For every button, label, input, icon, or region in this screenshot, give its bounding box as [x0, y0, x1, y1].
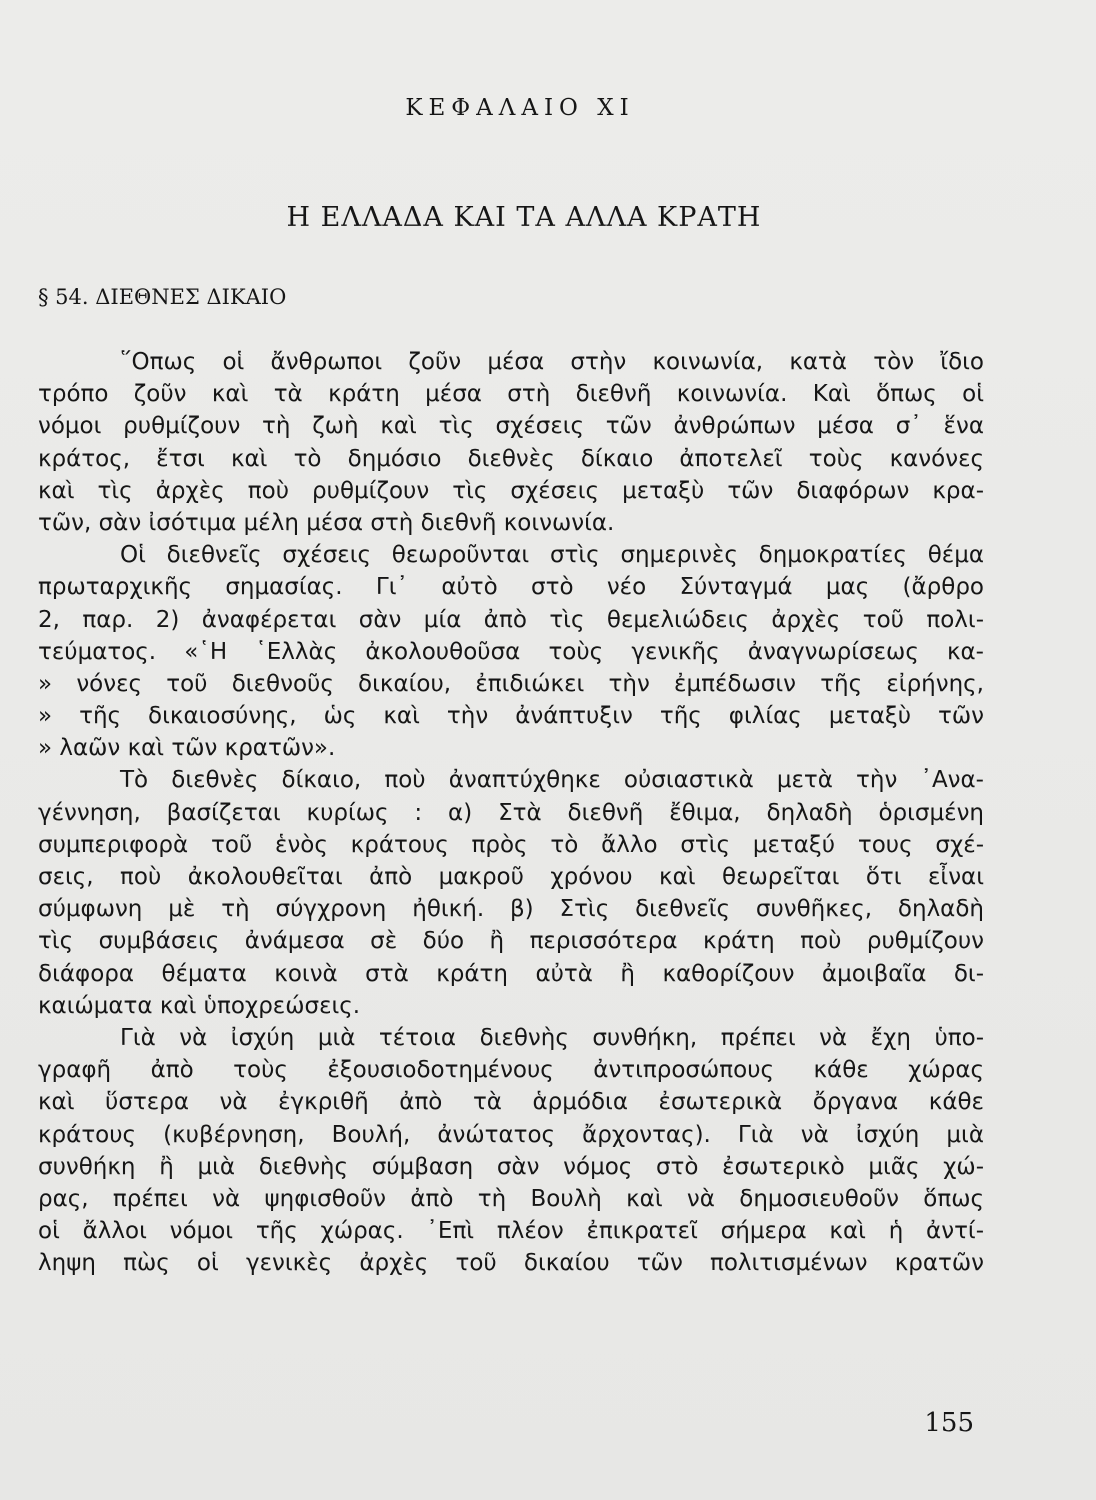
section-heading: § 54. ΔΙΕΘΝΕΣ ΔΙΚΑΙΟ	[38, 285, 287, 309]
text-line: πρωταρχικῆς σημασίας. Γι᾿ αὐτὸ στὸ νέο Σύνταγμά μας (ἄρθρο	[38, 574, 984, 601]
text-line: κράτους (κυβέρνηση, Βουλή, ἀνώτατος ἄρχοντας). Γιὰ νὰ ἰσχύη μιὰ	[38, 1121, 984, 1148]
text-line: τεύματος. «῾Η ῾Ελλὰς ἀκολουθοῦσα τοὺς γενικῆς ἀναγνωρίσεως κα-	[38, 638, 984, 665]
text-line: ρας, πρέπει νὰ ψηφισθοῦν ἀπὸ τὴ Βουλὴ καὶ νὰ δημοσιευθοῦν ὅπως	[38, 1185, 984, 1212]
text-line: Τὸ διεθνὲς δίκαιο, ποὺ ἀναπτύχθηκε οὐσιαστικὰ μετὰ τὴν ᾿Ανα-	[120, 767, 984, 794]
text-line: γραφῆ ἀπὸ τοὺς ἐξουσιοδοτημένους ἀντιπροσώπους κάθε χώρας	[38, 1057, 984, 1084]
text-line: ῞Οπως οἱ ἄνθρωποι ζοῦν μέσα στὴν κοινωνία, κατὰ τὸν ἴδιο	[120, 349, 984, 375]
text-line: τῶν, σὰν ἰσότιμα μέλη μέσα στὴ διεθνῆ κοινωνία.	[38, 509, 615, 536]
text-line: καὶ τὶς ἀρχὲς ποὺ ρυθμίζουν τὶς σχέσεις μεταξὺ τῶν διαφόρων κρα-	[38, 477, 984, 504]
text-line: νόμοι ρυθμίζουν τὴ ζωὴ καὶ τὶς σχέσεις τῶν ἀνθρώπων μέσα σ᾿ ἕνα	[38, 413, 984, 440]
text-line: » νόνες τοῦ διεθνοῦς δικαίου, ἐπιδιώκει τὴν ἐμπέδωσιν τῆς εἰρήνης,	[38, 670, 984, 697]
text-line: καιώματα καὶ ὑποχρεώσεις.	[38, 992, 361, 1019]
text-line: διάφορα θέματα κοινὰ στὰ κράτη αὐτὰ ἢ καθορίζουν ἀμοιβαῖα δι-	[38, 960, 984, 987]
text-line: τρόπο ζοῦν καὶ τὰ κράτη μέσα στὴ διεθνῆ κοινωνία. Καὶ ὅπως οἱ	[38, 381, 984, 408]
text-line: γέννηση, βασίζεται κυρίως : α) Στὰ διεθνῆ ἔθιμα, δηλαδὴ ὁρισμένη	[38, 799, 984, 826]
text-line: » λαῶν καὶ τῶν κρατῶν».	[38, 735, 336, 762]
page-number: 155	[924, 1408, 974, 1438]
text-line: Οἱ διεθνεῖς σχέσεις θεωροῦνται στὶς σημερινὲς δημοκρατίες θέμα	[120, 542, 984, 569]
text-line: οἱ ἄλλοι νόμοι τῆς χώρας. ᾿Επὶ πλέον ἐπικρατεῖ σήμερα καὶ ἡ ἀντί-	[38, 1218, 984, 1245]
text-line: 2, παρ. 2) ἀναφέρεται σὰν μία ἀπὸ τὶς θεμελιώδεις ἀρχὲς τοῦ πολι-	[38, 606, 984, 633]
text-line: συνθήκη ἢ μιὰ διεθνὴς σύμβαση σὰν νόμος στὸ ἐσωτερικὸ μιᾶς χώ-	[38, 1153, 984, 1180]
text-line: συμπεριφορὰ τοῦ ἑνὸς κράτους πρὸς τὸ ἄλλο στὶς μεταξύ τους σχέ-	[38, 831, 984, 858]
text-line: ληψη πὼς οἱ γενικὲς ἀρχὲς τοῦ δικαίου τῶν πολιτισμένων κρατῶν	[38, 1250, 984, 1277]
text-line: κράτος, ἔτσι καὶ τὸ δημόσιο διεθνὲς δίκαιο ἀποτελεῖ τοὺς κανόνες	[38, 445, 984, 472]
text-line: σύμφωνη μὲ τὴ σύγχρονη ἠθική. β) Στὶς διεθνεῖς συνθῆκες, δηλαδὴ	[38, 896, 984, 923]
text-line: καὶ ὕστερα νὰ ἐγκριθῆ ἀπὸ τὰ ἁρμόδια ἐσωτερικὰ ὄργανα κάθε	[38, 1089, 984, 1116]
chapter-label: ΚΕΦΑΛΑΙΟ XI	[405, 95, 635, 121]
text-line: Γιὰ νὰ ἰσχύη μιὰ τέτοια διεθνὴς συνθήκη, πρέπει νὰ ἔχη ὑπο-	[120, 1024, 984, 1051]
chapter-title: Η ΕΛΛΑΔΑ ΚΑΙ ΤΑ ΑΛΛΑ ΚΡΑΤΗ	[286, 202, 762, 233]
text-line: σεις, ποὺ ἀκολουθεῖται ἀπὸ μακροῦ χρόνου καὶ θεωρεῖται ὅτι εἶναι	[38, 864, 984, 890]
text-line: τὶς συμβάσεις ἀνάμεσα σὲ δύο ἢ περισσότερα κράτη ποὺ ρυθμίζουν	[38, 928, 984, 955]
text-line: » τῆς δικαιοσύνης, ὡς καὶ τὴν ἀνάπτυξιν τῆς φιλίας μεταξὺ τῶν	[38, 703, 984, 730]
body-text	[38, 346, 984, 1279]
